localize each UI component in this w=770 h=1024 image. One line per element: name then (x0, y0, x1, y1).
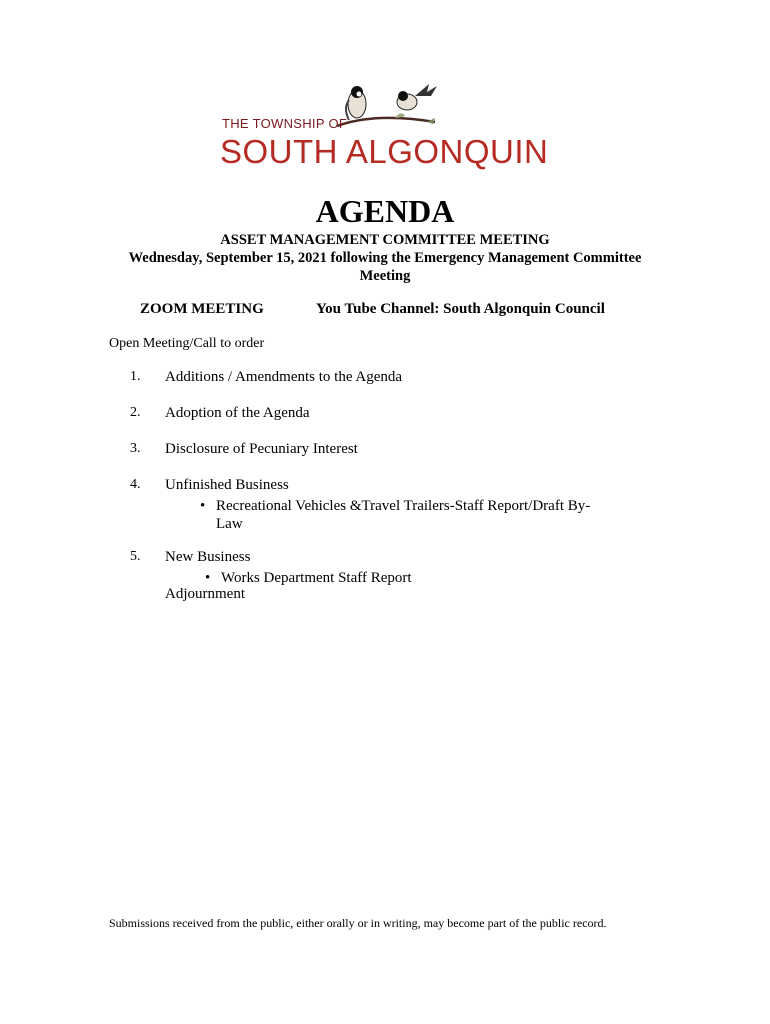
agenda-subitem: Law (216, 516, 243, 532)
agenda-item: Unfinished Business (165, 477, 289, 493)
subtitle-line3: Meeting (359, 268, 411, 284)
opening-text: Open Meeting/Call to order (109, 336, 265, 351)
subtitle-line2: Wednesday, September 15, 2021 following the Emergency Management Committee (128, 250, 642, 266)
agenda-item: Adoption of the Agenda (165, 405, 310, 421)
agenda-item: New Business (165, 549, 251, 565)
youtube-channel-label: You Tube Channel: South Algonquin Council (316, 301, 605, 317)
agenda-item: Disclosure of Pecuniary Interest (165, 441, 358, 457)
zoom-meeting-label: ZOOM MEETING (140, 301, 264, 317)
bullet-point: • (205, 570, 211, 586)
item-number: 2. (130, 405, 141, 420)
agenda-subitem: Works Department Staff Report (221, 570, 412, 586)
item-number: 4. (130, 477, 141, 492)
bullet-point: • (200, 498, 206, 514)
chickadee-birds-icon (335, 82, 445, 132)
township-logo (220, 82, 560, 174)
item-number: 1. (130, 369, 141, 384)
subtitle-line1: ASSET MANAGEMENT COMMITTEE MEETING (220, 232, 550, 248)
meeting-subtitle (100, 231, 670, 285)
adjournment-text: Adjournment (165, 586, 245, 602)
logo-line1: THE TOWNSHIP OF (222, 116, 348, 131)
item-number: 5. (130, 549, 141, 564)
agenda-subitem: Recreational Vehicles &Travel Trailers-Staff Report/Draft By- (216, 498, 591, 514)
logo-line2: SOUTH ALGONQUIN (220, 133, 549, 170)
agenda-item: Additions / Amendments to the Agenda (165, 369, 403, 385)
page-title: AGENDA (315, 193, 455, 229)
public-record-notice: Submissions received from the public, either orally or in writing, may become part of the public record. (109, 916, 607, 930)
item-number: 3. (130, 441, 141, 456)
